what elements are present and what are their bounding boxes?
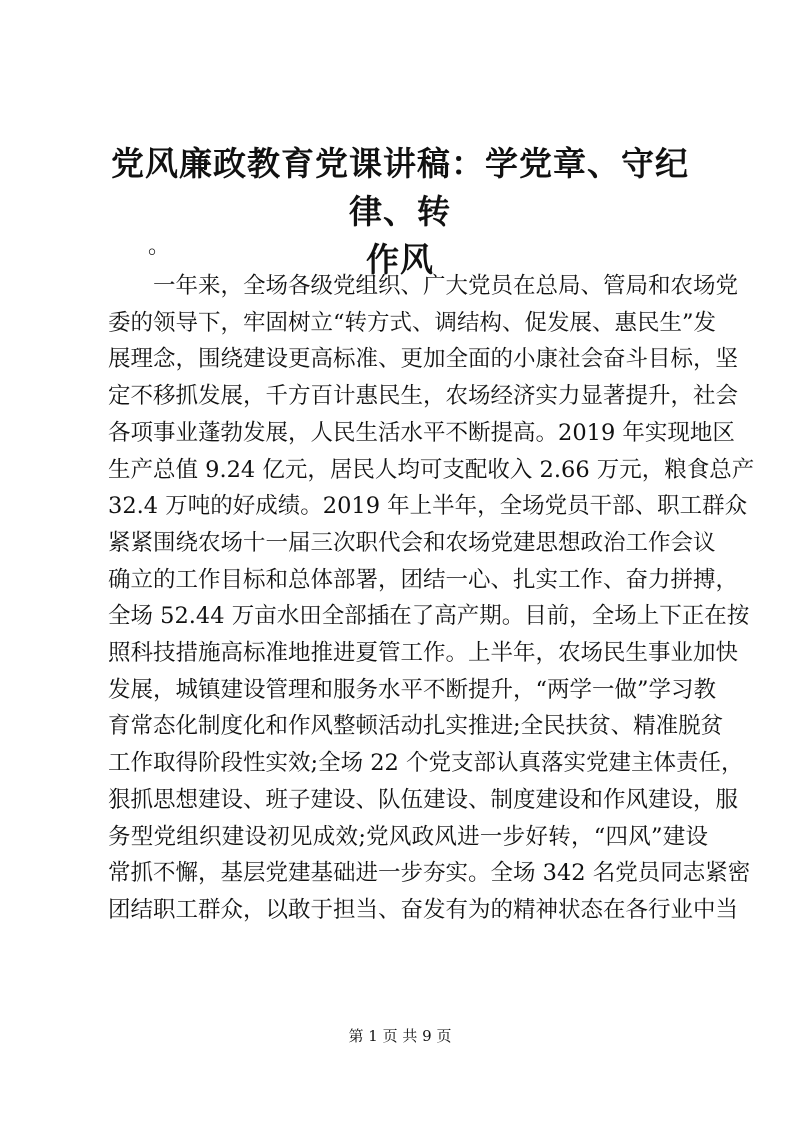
paragraph-line: 常抓不懈，基层党建基础进一步夯实。全场 342 名党员同志紧密 bbox=[108, 860, 751, 887]
document-title bbox=[100, 140, 700, 284]
paragraph-line: 务型党组织建设初见成效;党风政风进一步好转，“四风”建设 bbox=[108, 823, 708, 850]
paragraph-line: 工作取得阶段性实效;全场 22 个党支部认真落实党建主体责任， bbox=[108, 750, 744, 777]
body-paragraph bbox=[108, 268, 755, 929]
paragraph-line: 展理念，围绕建设更高标准、更加全面的小康社会奋斗目标，坚 bbox=[108, 346, 739, 373]
paragraph-line: 全场 52.44 万亩水田全部插在了高产期。目前，全场上下正在按 bbox=[108, 603, 750, 630]
title-line-2: 作风 bbox=[366, 240, 434, 279]
paragraph-line: 发展，城镇建设管理和服务水平不断提升，“两学一做”学习教 bbox=[108, 676, 717, 703]
page-number-footer: 第 1 页 共 9 页 bbox=[348, 1027, 452, 1045]
paragraph-line: 紧紧围绕农场十一届三次职代会和农场党建思想政治工作会议 bbox=[108, 529, 716, 556]
paragraph-line: 一年来，全场各级党组织、广大党员在总局、管局和农场党 bbox=[153, 273, 739, 299]
paragraph-line: 狠抓思想建设、班子建设、队伍建设、制度建设和作风建设，服 bbox=[108, 786, 739, 813]
paragraph-line: 各项事业蓬勃发展，人民生活水平不断提高。2019 年实现地区 bbox=[108, 419, 735, 446]
paragraph-line: 32.4 万吨的好成绩。2019 年上半年，全场党员干部、职工群众 bbox=[108, 493, 748, 520]
paragraph-line: 育常态化制度化和作风整顿活动扎实推进;全民扶贫、精准脱贫 bbox=[108, 713, 724, 740]
paragraph-line: 团结职工群众，以敢于担当、奋发有为的精神状态在各行业中当 bbox=[108, 896, 739, 923]
paragraph-line: 定不移抓发展，千方百计惠民生，农场经济实力显著提升，社会 bbox=[108, 383, 739, 410]
title-line-1: 党风廉政教育党课讲稿：学党章、守纪律、转 bbox=[111, 144, 689, 231]
paragraph-line: 委的领导下，牢固树立“转方式、调结构、促发展、惠民生”发 bbox=[108, 309, 717, 336]
paragraph-line: 照科技措施高标准地推进夏管工作。上半年，农场民生事业加快 bbox=[108, 640, 739, 667]
stray-punctuation-mark: 。 bbox=[148, 234, 171, 259]
paragraph-line: 确立的工作目标和总体部署，团结一心、扎实工作、奋力拼搏， bbox=[108, 566, 739, 593]
paragraph-line: 生产总值 9.24 亿元，居民人均可支配收入 2.66 万元，粮食总产 bbox=[108, 456, 755, 483]
